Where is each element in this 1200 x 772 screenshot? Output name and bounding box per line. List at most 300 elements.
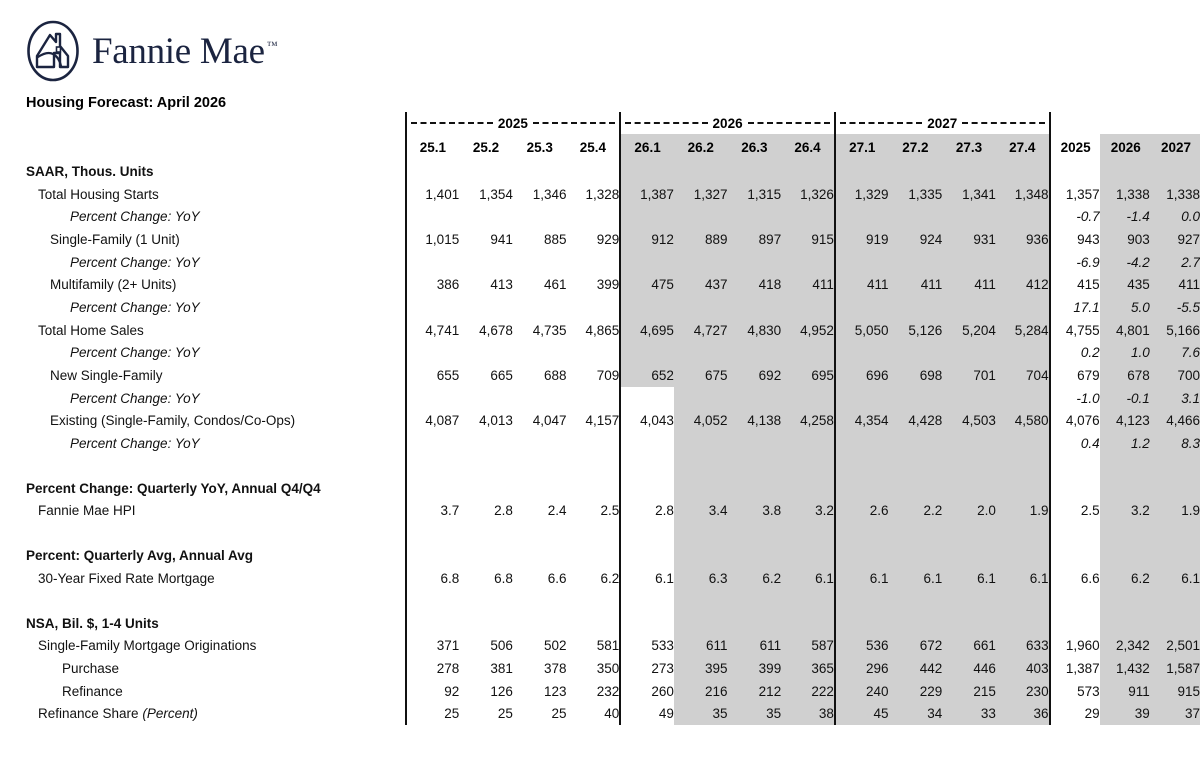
quarter-value: 924 (889, 228, 943, 251)
section-title-cell (513, 544, 567, 567)
quarter-value: 4,087 (406, 410, 460, 433)
section-title: Percent: Quarterly Avg, Annual Avg (26, 548, 254, 564)
quarter-value: 6.3 (674, 567, 728, 590)
quarter-value: 5,204 (942, 319, 996, 342)
quarter-value: 885 (544, 231, 567, 247)
quarter-value (674, 205, 728, 228)
annual-value: 6.2 (1100, 567, 1150, 590)
quarter-value (835, 296, 889, 319)
annual-value: 1,587 (1150, 657, 1200, 680)
quarter-value: 6.1 (835, 567, 889, 590)
table-row (12, 296, 1200, 319)
annual-value: 4,123 (1100, 410, 1150, 433)
row-label: Multifamily (2+ Units) (50, 277, 177, 293)
spacer-cell (1100, 590, 1150, 612)
quarter-value: 2.4 (547, 503, 567, 519)
quarter-value (513, 387, 567, 410)
quarter-value (728, 387, 782, 410)
quarter-value (781, 432, 835, 455)
quarter-value: 2.0 (942, 500, 996, 523)
year-band-label: 2026 (712, 115, 743, 131)
section-title-cell (513, 612, 567, 635)
section-title-cell (459, 544, 513, 567)
quarter-value: 6.1 (620, 567, 674, 590)
annual-value: 8.3 (1150, 432, 1200, 455)
annual-value: -4.2 (1100, 251, 1150, 274)
quarter-value (620, 251, 674, 274)
document-subtitle: Housing Forecast: April 2026 (26, 95, 227, 111)
quarter-value: 4,952 (781, 319, 835, 342)
quarter-value: 915 (781, 228, 835, 251)
quarter-value: 696 (835, 364, 889, 387)
section-title-cell (889, 477, 943, 500)
table-row (12, 634, 1200, 657)
quarter-value: 3.4 (674, 500, 728, 523)
section-title: Percent Change: Quarterly YoY, Annual Q4/Q4 (26, 480, 321, 496)
quarter-value: 123 (544, 683, 567, 699)
annual-value: 39 (1100, 702, 1150, 725)
annual-value: 5.0 (1100, 296, 1150, 319)
spacer-cell (889, 522, 943, 544)
spacer-cell (1100, 522, 1150, 544)
annual-value: 927 (1150, 228, 1200, 251)
year-band-label: 2027 (927, 115, 958, 131)
quarter-value: 399 (596, 277, 620, 293)
spacer-cell (781, 522, 835, 544)
quarter-value: 889 (674, 228, 728, 251)
annual-value: 1.0 (1100, 342, 1150, 365)
quarter-value: 912 (620, 228, 674, 251)
table-row (12, 702, 1200, 725)
section-title-cell (459, 477, 513, 500)
quarter-value (835, 387, 889, 410)
quarter-value: 536 (835, 634, 889, 657)
quarter-value (567, 205, 621, 228)
spacer-label (12, 455, 406, 477)
quarter-value: 126 (490, 683, 513, 699)
quarter-value: 1,328 (585, 186, 620, 202)
quarter-value (781, 296, 835, 319)
quarter-value: 936 (996, 228, 1050, 251)
quarter-value: 411 (889, 273, 943, 296)
year-band-label: 2025 (497, 115, 528, 131)
spacer-cell (513, 590, 567, 612)
section-title-cell (889, 612, 943, 635)
quarter-value: 4,043 (620, 410, 674, 433)
annual-value: 4,755 (1065, 322, 1100, 338)
section-title-cell (406, 477, 460, 500)
quarter-value: 701 (942, 364, 996, 387)
quarter-value: 5,050 (835, 319, 889, 342)
quarter-value: 4,013 (479, 413, 513, 429)
quarter-value: 437 (674, 273, 728, 296)
section-title-cell (1100, 612, 1150, 635)
section-title-cell (781, 160, 835, 183)
quarter-value: 1,341 (942, 183, 996, 206)
row-label: Refinance Share (Percent) (38, 706, 198, 722)
quarter-value: 260 (620, 680, 674, 703)
section-title-cell (406, 612, 460, 635)
annual-value: 3.2 (1100, 500, 1150, 523)
annual-value: -0.1 (1100, 387, 1150, 410)
year-band-annual-spacer (1100, 112, 1150, 134)
column-header-26.3: 26.3 (728, 134, 782, 160)
quarter-value: 278 (406, 657, 460, 680)
spacer-cell (1150, 522, 1200, 544)
quarter-value: 365 (781, 657, 835, 680)
quarter-value (459, 387, 513, 410)
quarter-value: 240 (835, 680, 889, 703)
quarter-value: 1,326 (781, 183, 835, 206)
section-title-cell (835, 477, 889, 500)
annual-value: 29 (1084, 706, 1100, 722)
section-title-cell (1150, 612, 1200, 635)
quarter-value: 3.2 (781, 500, 835, 523)
spacer-cell (459, 455, 513, 477)
spacer-cell (1150, 590, 1200, 612)
quarter-value: 212 (728, 680, 782, 703)
quarter-value (567, 296, 621, 319)
spacer-cell (513, 455, 567, 477)
quarter-value: 4,052 (674, 410, 728, 433)
quarter-value (835, 205, 889, 228)
quarter-value: 581 (596, 638, 620, 654)
quarter-value: 4,695 (620, 319, 674, 342)
quarter-value: 35 (728, 702, 782, 725)
quarter-value: 611 (674, 634, 728, 657)
housing-forecast-table (12, 112, 1200, 725)
quarter-value (459, 432, 513, 455)
quarter-value: 941 (490, 231, 513, 247)
quarter-value: 1,354 (479, 186, 513, 202)
section-title-cell (996, 612, 1050, 635)
quarter-value: 3.7 (406, 500, 460, 523)
quarter-value: 1,015 (406, 228, 460, 251)
quarter-value: 4,354 (835, 410, 889, 433)
quarter-value (459, 205, 513, 228)
quarter-value: 446 (942, 657, 996, 680)
quarter-value (513, 432, 567, 455)
spacer-cell (1050, 590, 1100, 612)
quarter-value: 4,741 (406, 319, 460, 342)
quarter-value (942, 387, 996, 410)
quarter-value: 919 (835, 228, 889, 251)
quarter-value: 3.8 (728, 500, 782, 523)
quarter-value: 2.8 (494, 503, 513, 519)
section-title-cell (459, 160, 513, 183)
section-title-cell (674, 612, 728, 635)
section-title-cell (513, 160, 567, 183)
row-label: Single-Family Mortgage Originations (38, 638, 257, 654)
column-header-25.3: 25.3 (526, 139, 553, 155)
quarter-value (889, 342, 943, 365)
quarter-value: 633 (996, 634, 1050, 657)
quarter-value (942, 296, 996, 319)
quarter-value: 655 (406, 364, 460, 387)
annual-value: 4,466 (1150, 410, 1200, 433)
row-label-unit: (Percent) (142, 706, 198, 722)
quarter-value: 661 (942, 634, 996, 657)
section-title-row (12, 544, 1200, 567)
quarter-value: 506 (490, 638, 513, 654)
quarter-value (459, 342, 513, 365)
spacer-cell (996, 590, 1050, 612)
spacer-cell (620, 455, 674, 477)
annual-value: 4,076 (1065, 413, 1100, 429)
forecast-sheet (0, 112, 1200, 725)
spacer-cell (1050, 455, 1100, 477)
annual-value: 1,338 (1150, 183, 1200, 206)
quarter-value: 587 (781, 634, 835, 657)
quarter-value: 411 (781, 273, 835, 296)
quarter-value: 215 (942, 680, 996, 703)
column-header-26.4: 26.4 (781, 134, 835, 160)
annual-value: 1.9 (1150, 500, 1200, 523)
annual-value: -0.7 (1076, 209, 1100, 225)
quarter-value (889, 205, 943, 228)
quarter-value: 2.5 (600, 503, 620, 519)
table-row (12, 680, 1200, 703)
spacer-cell (835, 590, 889, 612)
spacer-cell (781, 455, 835, 477)
spacer-cell (996, 522, 1050, 544)
spacer-cell (996, 455, 1050, 477)
spacer-cell (1100, 455, 1150, 477)
section-title-cell (728, 544, 782, 567)
quarter-value: 6.8 (406, 567, 460, 590)
quarter-value: 2.8 (620, 500, 674, 523)
quarter-value: 688 (544, 368, 567, 384)
quarter-value: 413 (490, 277, 513, 293)
forecast-table-body (12, 112, 1200, 725)
section-title-cell (1100, 160, 1150, 183)
section-title-cell (728, 612, 782, 635)
annual-value: -1.4 (1100, 205, 1150, 228)
quarter-value (996, 342, 1050, 365)
dashed-rule-right (533, 122, 615, 124)
spacer-cell (567, 455, 621, 477)
quarter-value: 418 (728, 273, 782, 296)
section-title-row (12, 160, 1200, 183)
quarter-value (406, 205, 460, 228)
row-label: Fannie Mae HPI (38, 503, 136, 519)
annual-value: 2.5 (1080, 503, 1100, 519)
quarter-value: 40 (604, 706, 620, 722)
quarter-value: 665 (490, 368, 513, 384)
brand-name: Fannie Mae (92, 30, 265, 72)
quarter-value (728, 432, 782, 455)
quarter-value (674, 296, 728, 319)
quarter-value (889, 251, 943, 274)
spacer-label (12, 590, 406, 612)
quarter-value (567, 432, 621, 455)
quarter-value: 386 (406, 273, 460, 296)
section-title-cell (835, 544, 889, 567)
section-title-cell (1150, 160, 1200, 183)
quarter-value: 695 (781, 364, 835, 387)
quarter-value: 4,047 (532, 413, 567, 429)
table-row (12, 387, 1200, 410)
spacer-cell (459, 590, 513, 612)
quarter-value: 25 (406, 702, 460, 725)
quarter-value: 4,258 (781, 410, 835, 433)
column-header-row (12, 134, 1200, 160)
quarter-value: 35 (674, 702, 728, 725)
quarter-value: 222 (781, 680, 835, 703)
section-title-cell (406, 544, 460, 567)
year-band-2025 (406, 112, 621, 134)
row-label: Refinance (62, 683, 123, 699)
quarter-value: 1,335 (889, 183, 943, 206)
annual-value: 943 (1077, 231, 1100, 247)
quarter-value: 34 (889, 702, 943, 725)
section-title-cell (889, 544, 943, 567)
column-header-27.3: 27.3 (942, 134, 996, 160)
column-header-27.2: 27.2 (889, 134, 943, 160)
quarter-value (835, 251, 889, 274)
section-title-cell (567, 612, 621, 635)
year-band-row (12, 112, 1200, 134)
row-label: Percent Change: YoY (70, 390, 200, 406)
column-header-26.2: 26.2 (674, 134, 728, 160)
quarter-value: 4,580 (996, 410, 1050, 433)
section-title-cell (406, 160, 460, 183)
quarter-value: 273 (620, 657, 674, 680)
section-title-cell (996, 160, 1050, 183)
annual-value: 1,387 (1065, 660, 1100, 676)
quarter-value: 378 (544, 660, 567, 676)
quarter-value: 6.1 (996, 567, 1050, 590)
year-band-2026 (620, 112, 835, 134)
quarter-value: 216 (674, 680, 728, 703)
quarter-value: 1,348 (996, 183, 1050, 206)
quarter-value (620, 432, 674, 455)
row-label: Existing (Single-Family, Condos/Co-Ops) (50, 413, 296, 429)
annual-header-2027: 2027 (1150, 134, 1200, 160)
quarter-value: 6.2 (728, 567, 782, 590)
quarter-value: 929 (596, 231, 620, 247)
quarter-value (996, 296, 1050, 319)
quarter-value: 475 (620, 273, 674, 296)
quarter-value: 4,503 (942, 410, 996, 433)
spacer-cell (728, 455, 782, 477)
spacer-cell (889, 590, 943, 612)
quarter-value: 502 (544, 638, 567, 654)
spacer-cell (674, 455, 728, 477)
quarter-value (406, 342, 460, 365)
annual-value: 915 (1150, 680, 1200, 703)
quarter-value (674, 251, 728, 274)
row-label: Percent Change: YoY (70, 299, 200, 315)
quarter-value (835, 432, 889, 455)
quarter-value (996, 432, 1050, 455)
section-title-cell (567, 544, 621, 567)
section-title-cell (620, 544, 674, 567)
section-title-cell (620, 160, 674, 183)
section-title-cell (942, 544, 996, 567)
quarter-value: 1,327 (674, 183, 728, 206)
annual-value: 415 (1077, 277, 1100, 293)
dashed-rule-right (962, 122, 1044, 124)
quarter-value (459, 251, 513, 274)
quarter-value: 4,138 (728, 410, 782, 433)
section-title-cell (942, 160, 996, 183)
annual-value: 903 (1100, 228, 1150, 251)
quarter-value: 6.1 (889, 567, 943, 590)
column-header-26.1: 26.1 (620, 134, 674, 160)
row-label: Percent Change: YoY (70, 436, 200, 452)
annual-value: 2,342 (1100, 634, 1150, 657)
quarter-value: 704 (996, 364, 1050, 387)
section-title-row (12, 612, 1200, 635)
annual-value: 6.6 (1080, 570, 1100, 586)
column-header-27.4: 27.4 (996, 134, 1050, 160)
quarter-value: 5,284 (996, 319, 1050, 342)
year-band-annual-spacer (1050, 112, 1100, 134)
spacer-cell (406, 455, 460, 477)
spacer-cell (1050, 522, 1100, 544)
quarter-value: 25 (551, 706, 567, 722)
spacer-cell (835, 522, 889, 544)
quarter-value: 6.6 (547, 570, 567, 586)
table-row (12, 410, 1200, 433)
quarter-value: 1,387 (620, 183, 674, 206)
quarter-value: 371 (406, 634, 460, 657)
quarter-value: 931 (942, 228, 996, 251)
column-header-25.4: 25.4 (579, 139, 607, 155)
quarter-value: 709 (596, 368, 620, 384)
quarter-value: 395 (674, 657, 728, 680)
annual-value: 678 (1100, 364, 1150, 387)
quarter-value (835, 342, 889, 365)
quarter-value: 6.1 (942, 567, 996, 590)
fannie-mae-house-oval-icon (26, 20, 80, 82)
quarter-value: 442 (889, 657, 943, 680)
quarter-value (513, 205, 567, 228)
section-title-cell (781, 612, 835, 635)
quarter-value: 672 (889, 634, 943, 657)
annual-value: 411 (1150, 273, 1200, 296)
quarter-value: 38 (781, 702, 835, 725)
annual-value: 1.2 (1100, 432, 1150, 455)
quarter-value (781, 251, 835, 274)
quarter-value (406, 387, 460, 410)
spacer-cell (620, 522, 674, 544)
section-title: NSA, Bil. $, 1-4 Units (26, 615, 159, 631)
section-title-cell (728, 160, 782, 183)
quarter-value (620, 296, 674, 319)
quarter-value (567, 251, 621, 274)
section-title-cell (674, 544, 728, 567)
quarter-value: 33 (942, 702, 996, 725)
section-title-cell (567, 160, 621, 183)
annual-value: 3.1 (1150, 387, 1200, 410)
annual-value: 679 (1077, 368, 1100, 384)
quarter-value (620, 387, 674, 410)
quarter-value: 652 (620, 364, 674, 387)
quarter-value (406, 251, 460, 274)
section-title-cell (620, 477, 674, 500)
section-title-cell (996, 477, 1050, 500)
quarter-value: 1,401 (406, 183, 460, 206)
quarter-value (942, 205, 996, 228)
quarter-value (728, 251, 782, 274)
section-title: SAAR, Thous. Units (26, 163, 154, 179)
section-title-cell (942, 477, 996, 500)
year-band-spacer (12, 112, 406, 134)
annual-value: 1,960 (1065, 638, 1100, 654)
quarter-value: 2.2 (889, 500, 943, 523)
